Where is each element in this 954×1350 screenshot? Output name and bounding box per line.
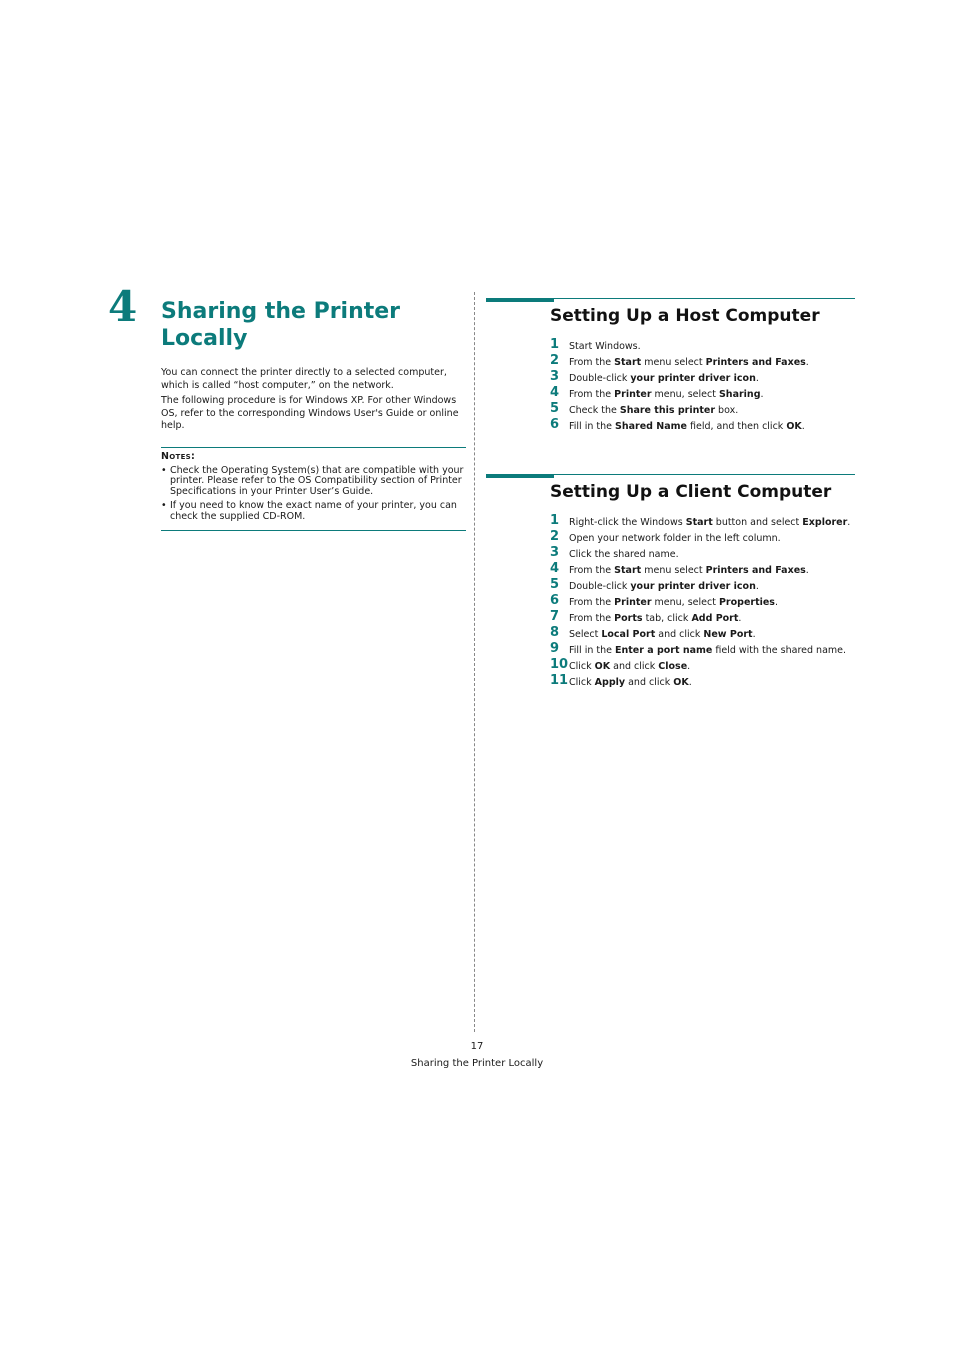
client-section-title: Setting Up a Client Computer xyxy=(550,482,832,502)
step-text: Double-click your printer driver icon. xyxy=(569,581,759,592)
step-number: 9 xyxy=(550,641,560,656)
host-section xyxy=(486,298,855,438)
step-number: 8 xyxy=(550,625,560,640)
step-number: 2 xyxy=(550,353,560,368)
section-rule-accent xyxy=(486,474,554,478)
bullet-icon: • xyxy=(161,500,167,511)
step-number: 6 xyxy=(550,417,560,432)
column-divider xyxy=(474,292,475,1032)
step-text: Select Local Port and click New Port. xyxy=(569,629,756,640)
client-section xyxy=(486,474,855,694)
step-text: Click OK and click Close. xyxy=(569,661,691,672)
chapter-title: Sharing the Printer Locally xyxy=(161,299,401,351)
step-text: Fill in the Enter a port name field with the shared name. xyxy=(569,645,847,656)
section-rule xyxy=(554,474,855,475)
step-text: Right-click the Windows Start button and select Explorer. xyxy=(569,517,851,528)
step-text: From the Start menu select Printers and Faxes. xyxy=(569,565,809,576)
step-number: 1 xyxy=(550,337,560,352)
step-number: 11 xyxy=(550,673,569,688)
intro-paragraph: You can connect the printer directly to a selected computer, which is called “host computer,” on the network. xyxy=(161,367,447,391)
step-text: From the Start menu select Printers and Faxes. xyxy=(569,357,809,368)
notes-title: Notes: xyxy=(161,451,196,462)
step-number: 4 xyxy=(550,561,560,576)
step-text: Click the shared name. xyxy=(569,549,679,560)
step-number: 7 xyxy=(550,609,560,624)
step-text: Check the Share this printer box. xyxy=(569,405,739,416)
host-section-title: Setting Up a Host Computer xyxy=(550,306,820,326)
step-text: Click Apply and click OK. xyxy=(569,677,692,688)
intro-text xyxy=(161,367,466,436)
step-text: Start Windows. xyxy=(569,341,641,352)
notes-box xyxy=(161,447,466,531)
step-number: 10 xyxy=(550,657,569,672)
page-number: 17 xyxy=(470,1041,484,1052)
step-text: From the Ports tab, click Add Port. xyxy=(569,613,742,624)
step-text: From the Printer menu, select Properties. xyxy=(569,597,778,608)
step-text: From the Printer menu, select Sharing. xyxy=(569,389,764,400)
note-item: • Check the Operating System(s) that are compatible with your printer. Please refer to the OS Compatibility section of Printer Specifications in your Printer User’s Guide. xyxy=(161,464,464,497)
section-rule xyxy=(554,298,855,299)
chapter-number: 4 xyxy=(108,282,138,331)
step-number: 4 xyxy=(550,385,560,400)
step-number: 3 xyxy=(550,545,560,560)
step-number: 5 xyxy=(550,577,560,592)
notes-list xyxy=(161,466,466,523)
step-number: 5 xyxy=(550,401,560,416)
step-text: Double-click your printer driver icon. xyxy=(569,373,759,384)
section-rule-accent xyxy=(486,298,554,302)
step-number: 2 xyxy=(550,529,560,544)
step-text: Fill in the Shared Name field, and then click OK. xyxy=(569,421,805,432)
note-item: • If you need to know the exact name of your printer, you can check the supplied CD-ROM. xyxy=(161,500,457,522)
page-footer-title: Sharing the Printer Locally xyxy=(410,1058,544,1069)
bullet-icon: • xyxy=(161,464,167,476)
step-number: 1 xyxy=(550,513,560,528)
step-number: 3 xyxy=(550,369,560,384)
intro-paragraph: The following procedure is for Windows XP. For other Windows OS, refer to the corresponding Windows User's Guide or online help. xyxy=(161,395,459,431)
step-text: Open your network folder in the left column. xyxy=(569,533,781,544)
step-number: 6 xyxy=(550,593,560,608)
